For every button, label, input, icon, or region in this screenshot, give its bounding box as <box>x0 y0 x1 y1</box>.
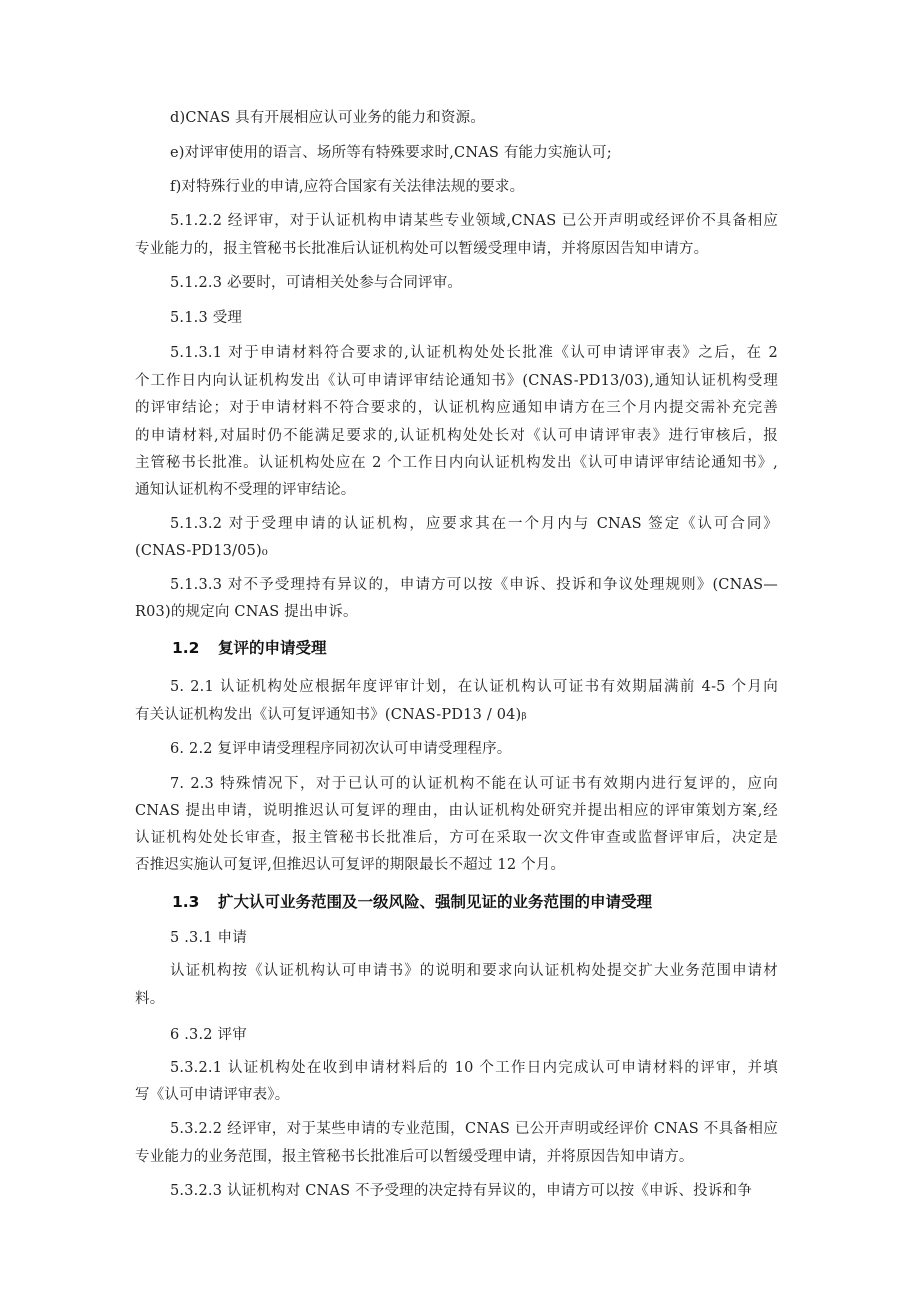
p5131-line-6: 通知认证机构不受理的评审结论。 <box>135 482 356 498</box>
p522-line-1: 6. 2.2 复评申请受理程序同初次认可申请受理程序。 <box>170 741 512 757</box>
p513-line-1: 5.1.3 受理 <box>170 310 243 326</box>
section-heading-1-3 <box>172 891 652 913</box>
p5131-line-1: 5.1.3.1 对于申请材料符合要求的,认证机构处处长批准《认可申请评审表》之后，在 2 <box>170 345 778 361</box>
p521-line-1: 5. 2.1 认证机构处应根据年度评审计划，在认证机构认可证书有效期届满前 4-5 个月向 <box>170 679 778 695</box>
p5133-line-2: R03)的规定向 CNAS 提出申诉。 <box>135 604 358 620</box>
f-line-1: f)对特殊行业的申请,应符合国家有关法律法规的要求。 <box>170 179 525 195</box>
p5323-line-1: 5.3.2.3 认证机构对 CNAS 不予受理的决定持有异议的，申请方可以按《申诉、投诉和争 <box>170 1183 752 1199</box>
e-line-1: e)对评审使用的语言、场所等有特殊要求时,CNAS 有能力实施认可; <box>170 145 612 161</box>
p5131-line-3: 的评审结论；对于申请材料不符合要求的，认证机构应通知申请方在三个月内提交需补充完善 <box>135 400 778 416</box>
heading-title: 扩大认可业务范围及一级风险、强制见证的业务范围的申请受理 <box>218 893 653 911</box>
p5321-line-1: 5.3.2.1 认证机构处在收到申请材料后的 10 个工作日内完成认可申请材料的评审，并填 <box>170 1060 778 1076</box>
p5122-line-2: 专业能力的，报主管秘书长批准后认证机构处可以暂缓受理申请，并将原因告知申请方。 <box>135 241 709 257</box>
p523-line-4: 否推迟实施认可复评,但推迟认可复评的期限最长不超过 12 个月。 <box>135 857 566 873</box>
p532-line-1: 6 .3.2 评审 <box>170 1027 247 1043</box>
d-line-1: d)CNAS 具有开展相应认可业务的能力和资源。 <box>170 110 486 126</box>
heading-number: 1.3 <box>172 893 200 911</box>
p531a-line-1: 认证机构按《认证机构认可申请书》的说明和要求向认证机构处提交扩大业务范围申请材 <box>170 963 778 979</box>
section-heading-1-2 <box>172 637 327 659</box>
p523-line-2: CNAS 提出申请，说明推迟认可复评的理由，由认证机构处研究并提出相应的评审策划方案,经 <box>135 803 778 819</box>
p5131-line-5: 主管秘书长批准。认证机构处应在 2 个工作日内向认证机构发出《认可申请评审结论通知书》, <box>135 455 778 471</box>
p523-line-3: 认证机构处处长审查，报主管秘书长批准后，方可在采取一次文件审查或监督评审后，决定是 <box>135 830 778 846</box>
p523-line-1: 7. 2.3 特殊情况下，对于已认可的认证机构不能在认可证书有效期内进行复评的，应向 <box>170 776 778 792</box>
p5122-line-1: 5.1.2.2 经评审，对于认证机构申请某些专业领域,CNAS 已公开声明或经评价不具备相应 <box>170 213 778 229</box>
heading-title: 复评的申请受理 <box>218 639 327 657</box>
p5133-line-1: 5.1.3.3 对不予受理持有异议的，申请方可以按《申诉、投诉和争议处理规则》(CNAS— <box>170 577 778 593</box>
p5322-line-2: 专业能力的业务范围，报主管秘书长批准后可以暂缓受理申请，并将原因告知申请方。 <box>135 1149 694 1165</box>
p5132-line-2: (CNAS-PD13/05)₀ <box>135 543 268 559</box>
p5123-line-1: 5.1.2.3 必要时，可请相关处参与合同评审。 <box>170 275 463 291</box>
p5132-line-1: 5.1.3.2 对于受理申请的认证机构，应要求其在一个月内与 CNAS 签定《认可合同》 <box>170 516 778 532</box>
heading-number: 1.2 <box>172 639 200 657</box>
p531-line-1: 5 .3.1 申请 <box>170 930 247 946</box>
p5131-line-2: 个工作日内向认证机构发出《认可申请评审结论通知书》(CNAS-PD13/03),通知认证机构受理 <box>135 373 778 389</box>
p531a-line-2: 料。 <box>135 991 165 1007</box>
p5322-line-1: 5.3.2.2 经评审，对于某些申请的专业范围，CNAS 已公开声明或经评价 CNAS 不具备相应 <box>170 1121 778 1137</box>
p5321-line-2: 写《认可申请评审表》。 <box>135 1087 290 1103</box>
p5131-line-4: 的申请材料,对届时仍不能满足要求的,认证机构处处长对《认可申请评审表》进行审核后，报 <box>135 428 778 444</box>
p521-line-2: 有关认证机构发出《认可复评通知书》(CNAS-PD13 / 04)ᵦ <box>135 707 527 723</box>
